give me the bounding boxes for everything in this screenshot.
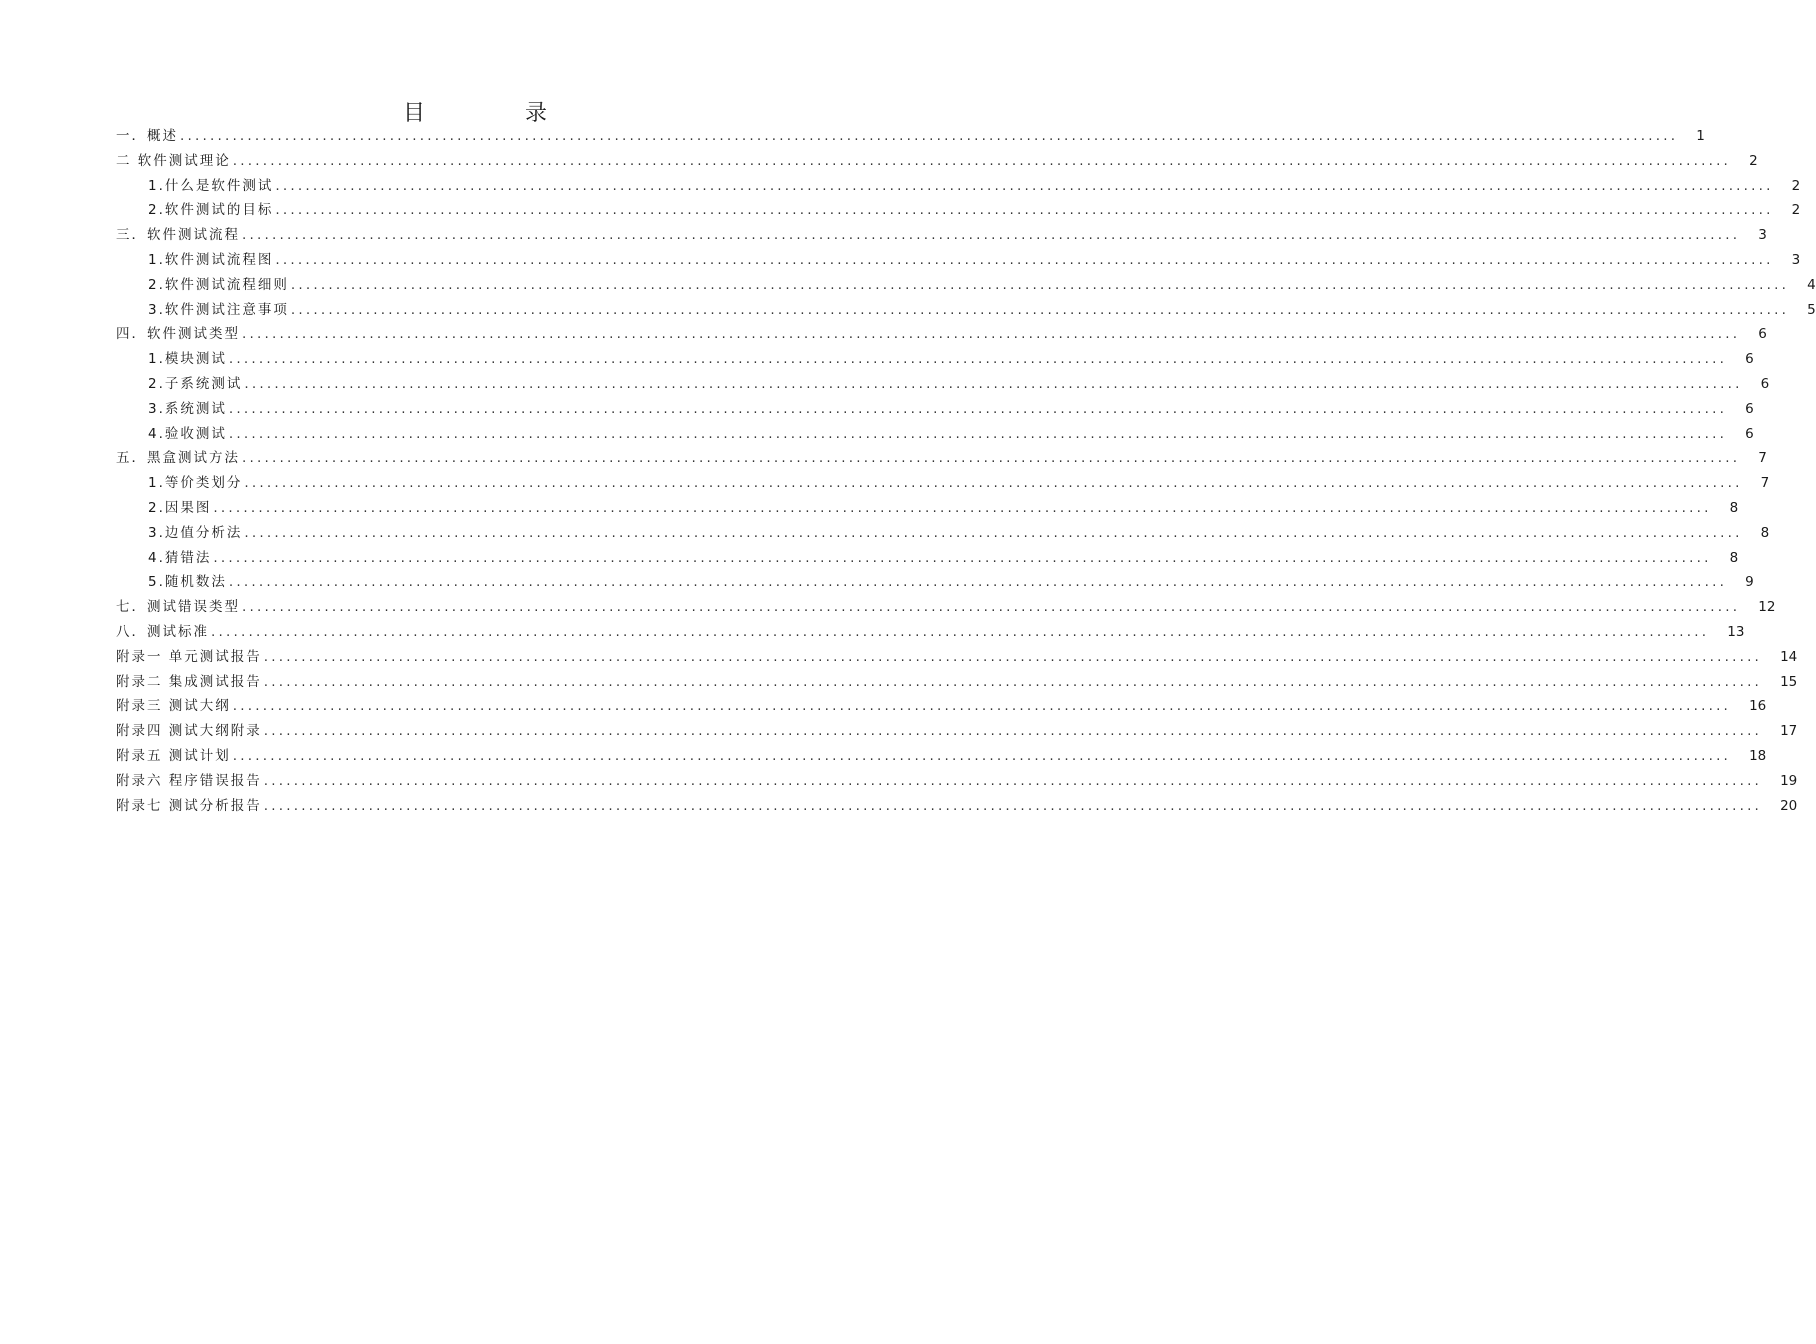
- toc-entry-label: 附录四 测试大纲附录: [116, 723, 262, 740]
- table-of-contents: [116, 124, 1816, 818]
- toc-entry[interactable]: [116, 273, 1816, 298]
- toc-entry-page-number: 14: [1780, 648, 1798, 665]
- toc-entry-label: 附录六 程序错误报告: [116, 772, 262, 789]
- toc-entry[interactable]: [116, 422, 1754, 447]
- toc-entry-label: 三．软件测试流程: [116, 227, 240, 244]
- toc-entry-label: 2.软件测试流程细则: [148, 276, 289, 293]
- toc-entry-label: 1.模块测试: [148, 351, 227, 368]
- toc-leader-dots: ........................................................................................................................................................................................................: [244, 375, 1743, 392]
- toc-title-char-2: 录: [525, 101, 548, 126]
- toc-entry-page-number: 6: [1745, 351, 1754, 368]
- toc-leader-dots: ........................................................................................................................................................................................................: [242, 450, 1741, 467]
- toc-entry[interactable]: [116, 198, 1801, 223]
- toc-entry-label: 附录一 单元测试报告: [116, 648, 262, 665]
- toc-entry-page-number: 13: [1727, 623, 1745, 640]
- toc-entry-page-number: 9: [1745, 574, 1754, 591]
- toc-leader-dots: ........................................................................................................................................................................................................: [263, 797, 1763, 814]
- toc-entry[interactable]: [116, 694, 1767, 719]
- toc-entry-label: 1.等价类划分: [148, 475, 243, 492]
- toc-entry[interactable]: [116, 496, 1739, 521]
- toc-entry-page-number: 8: [1729, 549, 1739, 566]
- toc-entry-page-number: 8: [1760, 524, 1770, 541]
- toc-entry-label: 八．测试标准: [116, 623, 209, 640]
- toc-entry-page-number: 16: [1749, 698, 1767, 715]
- toc-leader-dots: ........................................................................................................................................................................................................: [275, 177, 1774, 194]
- toc-entry-label: 附录七 测试分析报告: [116, 797, 262, 814]
- toc-entry[interactable]: [116, 769, 1798, 794]
- toc-entry-page-number: 15: [1780, 673, 1798, 690]
- toc-entry-label: 附录三 测试大纲: [116, 698, 231, 715]
- toc-entry-page-number: 6: [1758, 326, 1767, 343]
- toc-entry[interactable]: [116, 298, 1816, 323]
- toc-entry-page-number: 6: [1760, 375, 1770, 392]
- toc-entry-label: 1.什么是软件测试: [148, 177, 274, 194]
- toc-leader-dots: ........................................................................................................................................................................................................: [242, 326, 1741, 343]
- toc-entry[interactable]: [116, 570, 1754, 595]
- toc-entry[interactable]: [116, 744, 1767, 769]
- toc-leader-dots: ........................................................................................................................................................................................................: [228, 425, 1728, 442]
- toc-entry[interactable]: [116, 595, 1776, 620]
- toc-entry[interactable]: [116, 446, 1767, 471]
- toc-entry[interactable]: [116, 471, 1770, 496]
- toc-entry-label: 附录五 测试计划: [116, 747, 231, 764]
- toc-leader-dots: ........................................................................................................................................................................................................: [263, 648, 1763, 665]
- toc-leader-dots: ........................................................................................................................................................................................................: [290, 276, 1790, 293]
- toc-entry-label: 2.子系统测试: [148, 375, 243, 392]
- toc-entry[interactable]: [116, 546, 1739, 571]
- toc-leader-dots: ........................................................................................................................................................................................................: [232, 152, 1732, 169]
- toc-leader-dots: ........................................................................................................................................................................................................: [263, 772, 1763, 789]
- toc-leader-dots: ........................................................................................................................................................................................................: [213, 549, 1712, 566]
- toc-leader-dots: ........................................................................................................................................................................................................: [244, 524, 1743, 541]
- toc-leader-dots: ........................................................................................................................................................................................................: [232, 698, 1732, 715]
- toc-entry-label: 四．软件测试类型: [116, 326, 240, 343]
- toc-leader-dots: ........................................................................................................................................................................................................: [228, 351, 1728, 368]
- toc-leader-dots: ........................................................................................................................................................................................................: [242, 599, 1741, 616]
- toc-leader-dots: ........................................................................................................................................................................................................: [213, 499, 1712, 516]
- toc-leader-dots: ........................................................................................................................................................................................................: [275, 251, 1774, 268]
- toc-entry-page-number: 6: [1745, 425, 1754, 442]
- toc-entry-page-number: 7: [1760, 475, 1770, 492]
- toc-entry[interactable]: [116, 670, 1798, 695]
- toc-entry-page-number: 12: [1758, 599, 1776, 616]
- toc-entry[interactable]: [116, 124, 1705, 149]
- toc-entry-page-number: 19: [1780, 772, 1798, 789]
- toc-entry-label: 一．概述: [116, 128, 178, 144]
- toc-entry[interactable]: [116, 719, 1798, 744]
- toc-leader-dots: ........................................................................................................................................................................................................: [263, 723, 1763, 740]
- toc-entry-page-number: 3: [1791, 251, 1801, 268]
- toc-entry[interactable]: [116, 322, 1767, 347]
- toc-entry-page-number: 1: [1696, 128, 1705, 144]
- toc-entry-label: 2.软件测试的目标: [148, 202, 274, 219]
- toc-entry-label: 七．测试错误类型: [116, 599, 240, 616]
- toc-leader-dots: ........................................................................................................................................................................................................: [290, 301, 1790, 318]
- toc-entry-page-number: 17: [1780, 723, 1798, 740]
- toc-entry-label: 3.软件测试注意事项: [148, 301, 289, 318]
- toc-entry[interactable]: [116, 372, 1770, 397]
- toc-entry-page-number: 5: [1807, 301, 1816, 318]
- toc-entry-label: 3.系统测试: [148, 400, 227, 417]
- toc-entry[interactable]: [116, 645, 1798, 670]
- toc-entry-page-number: 2: [1749, 152, 1758, 169]
- toc-entry-page-number: 7: [1758, 450, 1767, 467]
- toc-entry[interactable]: [116, 248, 1801, 273]
- toc-entry[interactable]: [116, 149, 1758, 174]
- toc-entry[interactable]: [116, 794, 1798, 819]
- toc-entry-label: 二 软件测试理论: [116, 152, 231, 169]
- toc-leader-dots: ........................................................................................................................................................................................................: [228, 400, 1728, 417]
- toc-leader-dots: ........................................................................................................................................................................................................: [263, 673, 1763, 690]
- toc-leader-dots: ........................................................................................................................................................................................................: [211, 623, 1710, 640]
- toc-entry[interactable]: [116, 223, 1767, 248]
- toc-entry-label: 附录二 集成测试报告: [116, 673, 262, 690]
- toc-entry[interactable]: [116, 347, 1754, 372]
- toc-entry-label: 4.验收测试: [148, 425, 227, 442]
- toc-entry-page-number: 2: [1791, 202, 1801, 219]
- toc-entry-page-number: 20: [1780, 797, 1798, 814]
- toc-entry-label: 5.随机数法: [148, 574, 227, 591]
- toc-entry-label: 2.因果图: [148, 499, 212, 516]
- toc-leader-dots: ........................................................................................................................................................................................................: [275, 202, 1774, 219]
- toc-leader-dots: ........................................................................................................................................................................................................: [228, 574, 1728, 591]
- toc-leader-dots: ........................................................................................................................................................................................................: [232, 747, 1732, 764]
- toc-entry-page-number: 18: [1749, 747, 1767, 764]
- toc-entry[interactable]: [116, 521, 1770, 546]
- toc-entry[interactable]: [116, 397, 1754, 422]
- toc-entry-page-number: 8: [1729, 499, 1739, 516]
- toc-entry[interactable]: [116, 174, 1801, 199]
- toc-entry-label: 1.软件测试流程图: [148, 251, 274, 268]
- toc-leader-dots: ........................................................................................................................................................................................................: [180, 128, 1679, 144]
- toc-title-char-1: 目: [402, 101, 425, 126]
- toc-leader-dots: ........................................................................................................................................................................................................: [244, 475, 1743, 492]
- toc-entry[interactable]: [116, 620, 1745, 645]
- toc-title: [0, 96, 950, 127]
- toc-entry-label: 五．黑盒测试方法: [116, 450, 240, 467]
- toc-entry-page-number: 2: [1791, 177, 1801, 194]
- toc-entry-label: 3.边值分析法: [148, 524, 243, 541]
- toc-entry-page-number: 3: [1758, 227, 1767, 244]
- toc-entry-page-number: 6: [1745, 400, 1754, 417]
- toc-entry-label: 4.猜错法: [148, 549, 212, 566]
- toc-entry-page-number: 4: [1807, 276, 1816, 293]
- toc-leader-dots: ........................................................................................................................................................................................................: [242, 227, 1741, 244]
